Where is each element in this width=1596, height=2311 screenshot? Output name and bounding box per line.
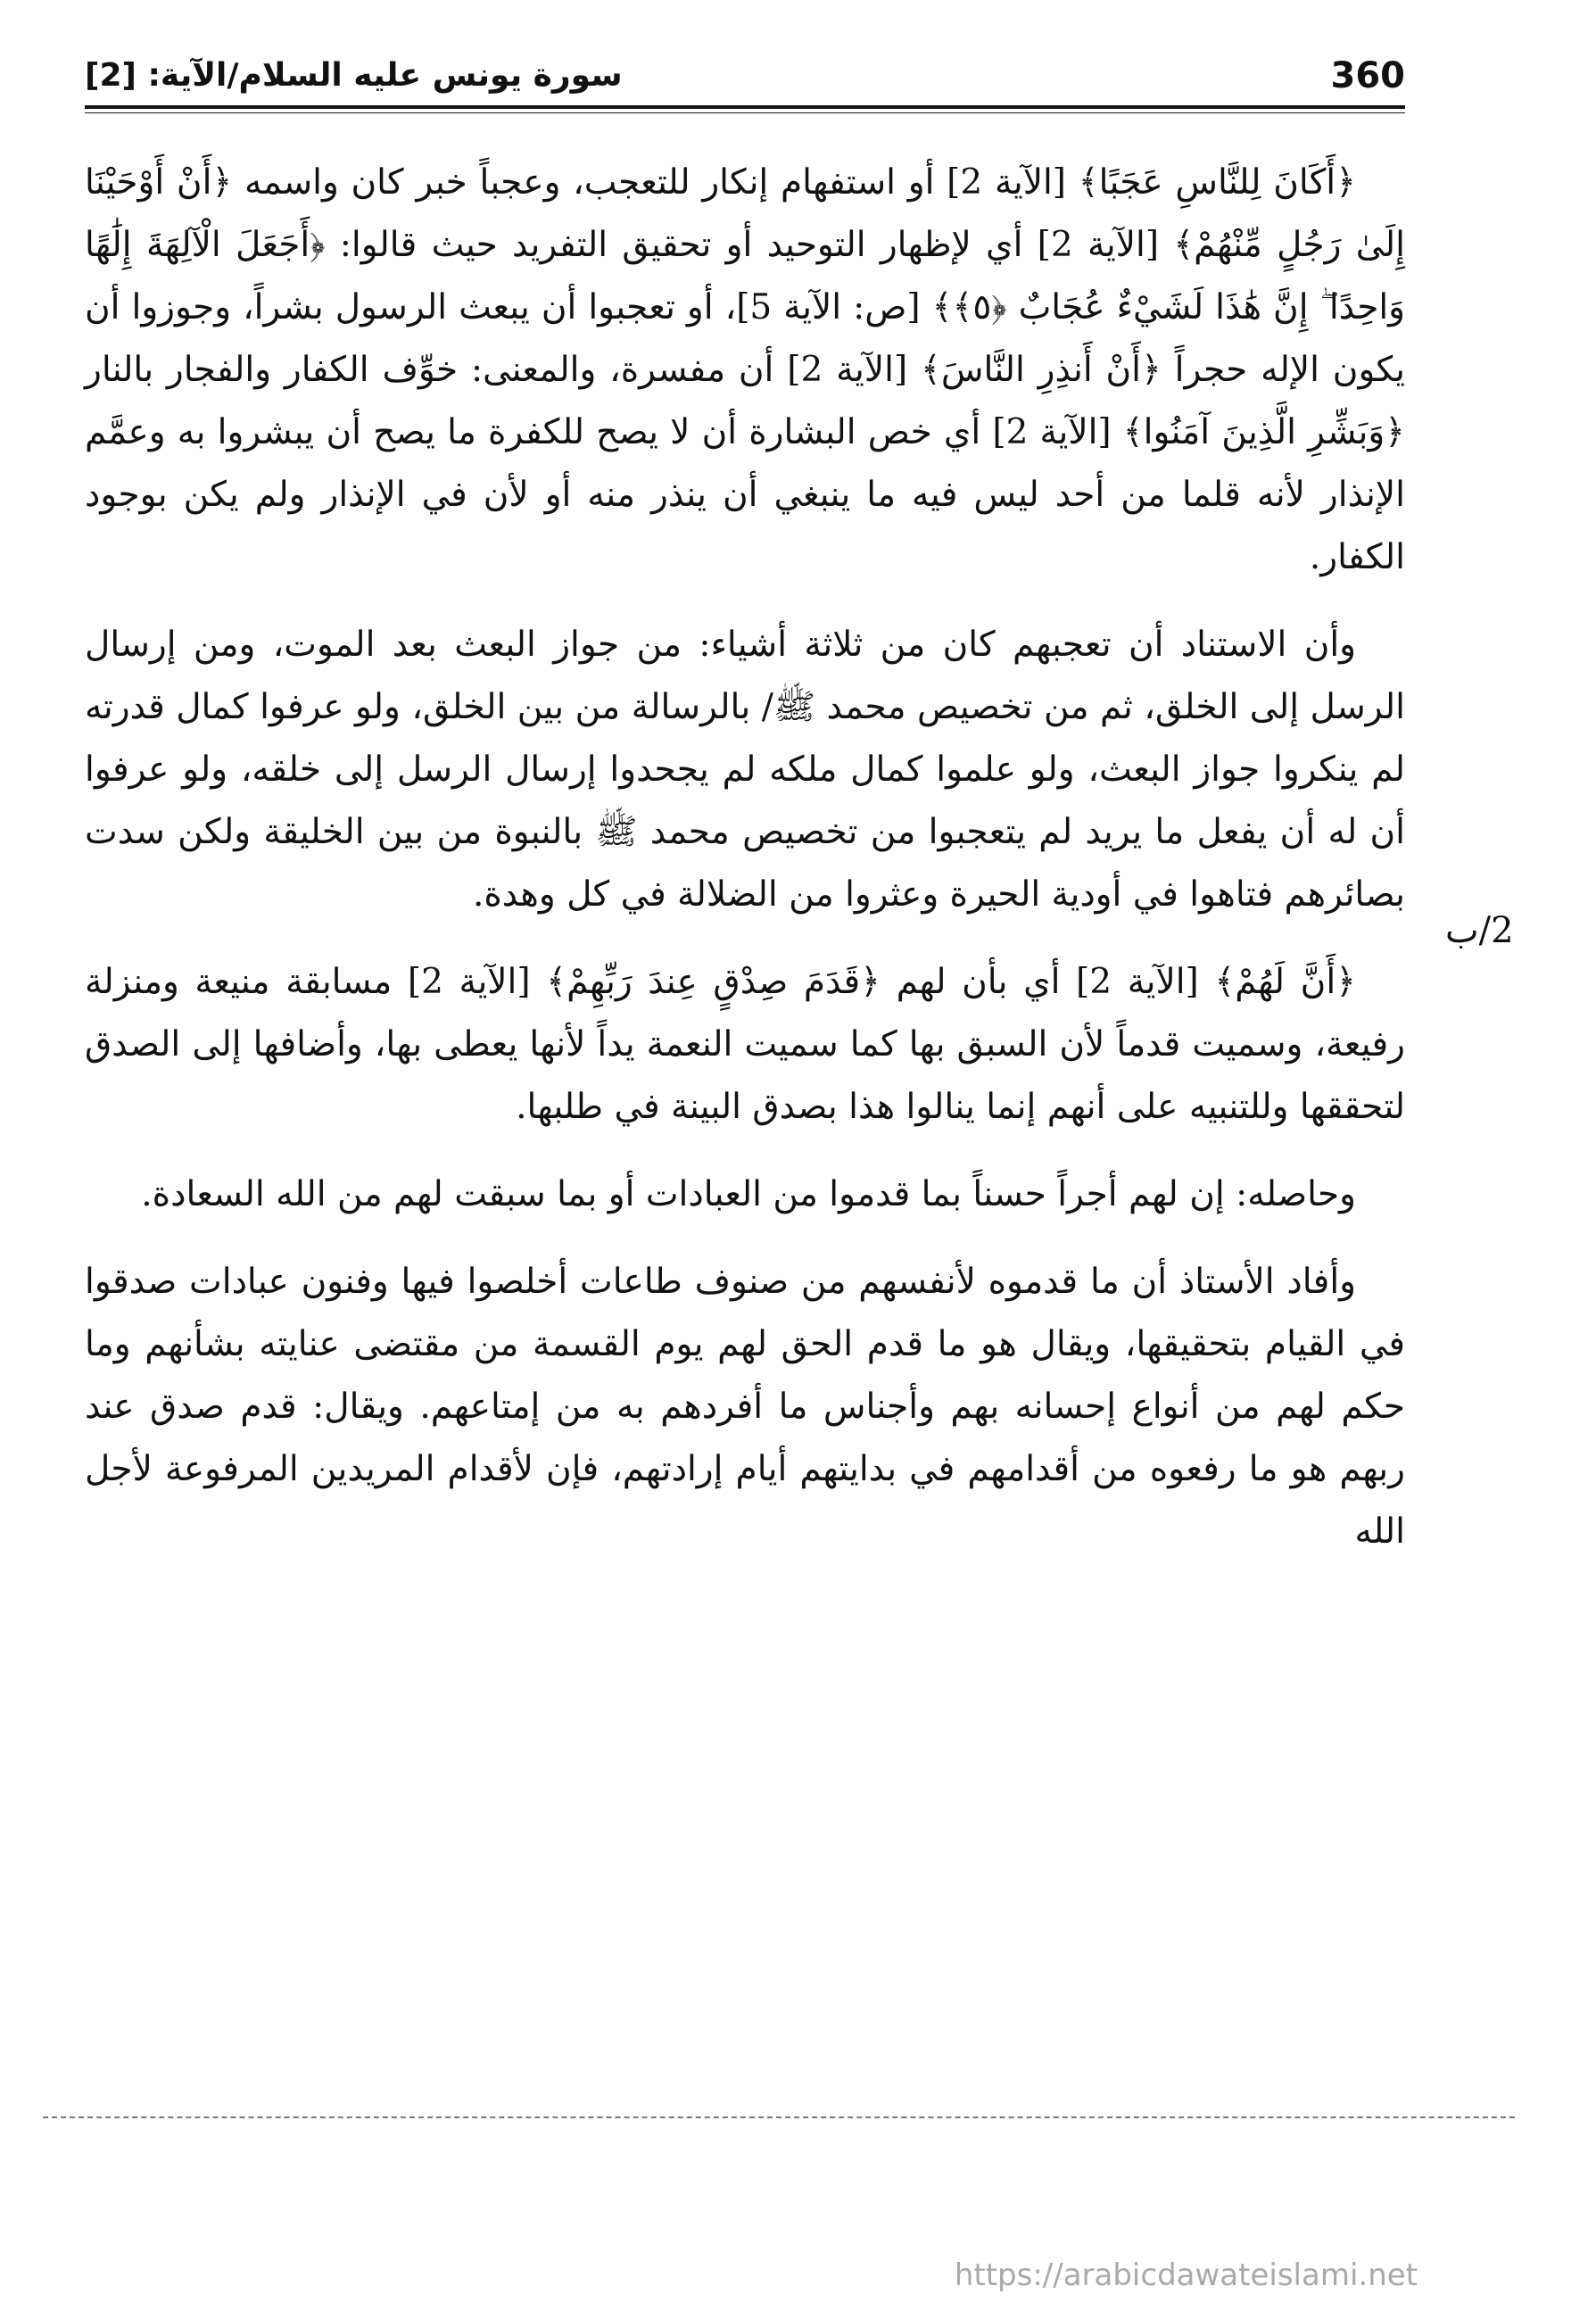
page-header [85, 55, 1405, 100]
header-rule [85, 105, 1405, 109]
watermark-url: https://arabicdawateislami.net [954, 2257, 1418, 2293]
page-number: 360 [1330, 55, 1405, 96]
paragraph-1: ﴿أَكَانَ لِلنَّاسِ عَجَبًا﴾ [الآية 2] أو استفهام إنكار للتعجب، وعجباً خبر كان واسمه ﴿أَنْ أَوْحَيْنَا إِلَىٰ رَجُلٍ مِّنْهُمْ﴾ [الآية 2] أي لإظهار التوحيد أو تحقيق التفريد حيث قالوا: ﴿أَجَعَلَ الْآلِهَةَ إِلَٰهًا وَاحِدًا ۖ إِنَّ هَٰذَا لَشَيْءٌ عُجَابٌ ﴿٥﴾﴾ [ص: الآية 5]، أو تعجبوا أن يبعث الرسول بشراً، وجوزوا أن يكون الإله حجراً ﴿أَنْ أَنذِرِ النَّاسَ﴾ [الآية 2] أن مفسرة، والمعنى: خوِّف الكفار والفجار بالنار ﴿وَبَشِّرِ الَّذِينَ آمَنُوا﴾ [الآية 2] أي خص البشارة أن لا يصح للكفرة ما يصح أن يبشروا به وعمَّم الإنذار لأنه قلما من أحد ليس فيه ما ينبغي أن ينذر منه أو لأن في الإنذار ولم يكن بوجود الكفار. [85, 162, 1405, 577]
running-title: سورة يونس عليه السلام/الآية: [2] [85, 57, 623, 94]
paragraph-3: ﴿أَنَّ لَهُمْ﴾ [الآية 2] أي بأن لهم ﴿قَدَمَ صِدْقٍ عِندَ رَبِّهِمْ﴾ [الآية 2] مسابقة منيعة ومنزلة رفيعة، وسميت قدماً لأن السبق بها كما سميت النعمة يداً لأنها يعطى بها، وأضافها إلى الصدق لتحققها وللتنبيه على أنهم إنما ينالوا هذا بصدق البينة في طلبها. [85, 962, 1405, 1127]
header-rule-thin [85, 112, 1405, 113]
paragraph-5: وأفاد الأستاذ أن ما قدموه لأنفسهم من صنوف طاعات أخلصوا فيها وفنون عبادات صدقوا في القيام بتحقيقها، ويقال هو ما قدم الحق لهم يوم القسمة من مقتضى عنايته بشأنهم وما حكم لهم من أنواع إحسانه بهم وأجناس ما أفردهم به من إمتاعهم. ويقال: قدم صدق عند ربهم هو ما رفعوه من أقدامهم في بدايتهم أيام إرادتهم، فإن لأقدام المريدين المرفوعة لأجل الله [85, 1262, 1405, 1552]
manuscript-folio-marker: 2/ب [1445, 910, 1514, 951]
paragraph-2: وأن الاستناد أن تعجبهم كان من ثلاثة أشياء: من جواز البعث بعد الموت، ومن إرسال الرسل إلى الخلق، ثم من تخصيص محمد ﷺ/ بالرسالة من بين الخلق، ولو عرفوا كمال قدرته لم ينكروا جواز البعث، ولو علموا كمال ملكه لم يجحدوا إرسال الرسل إلى خلقه، ولو عرفوا أن له أن يفعل ما يريد لم يتعجبوا من تخصيص محمد ﷺ بالنبوة من بين الخليقة ولكن سدت بصائرهم فتاهوا في أودية الحيرة وعثروا من الضلالة في كل وهدة. [85, 625, 1405, 915]
page-body [85, 152, 1405, 1563]
paragraph-4: وحاصله: إن لهم أجراً حسناً بما قدموا من العبادات أو بما سبقت لهم من الله السعادة. [141, 1174, 1356, 1214]
dashed-separator [43, 2116, 1515, 2118]
